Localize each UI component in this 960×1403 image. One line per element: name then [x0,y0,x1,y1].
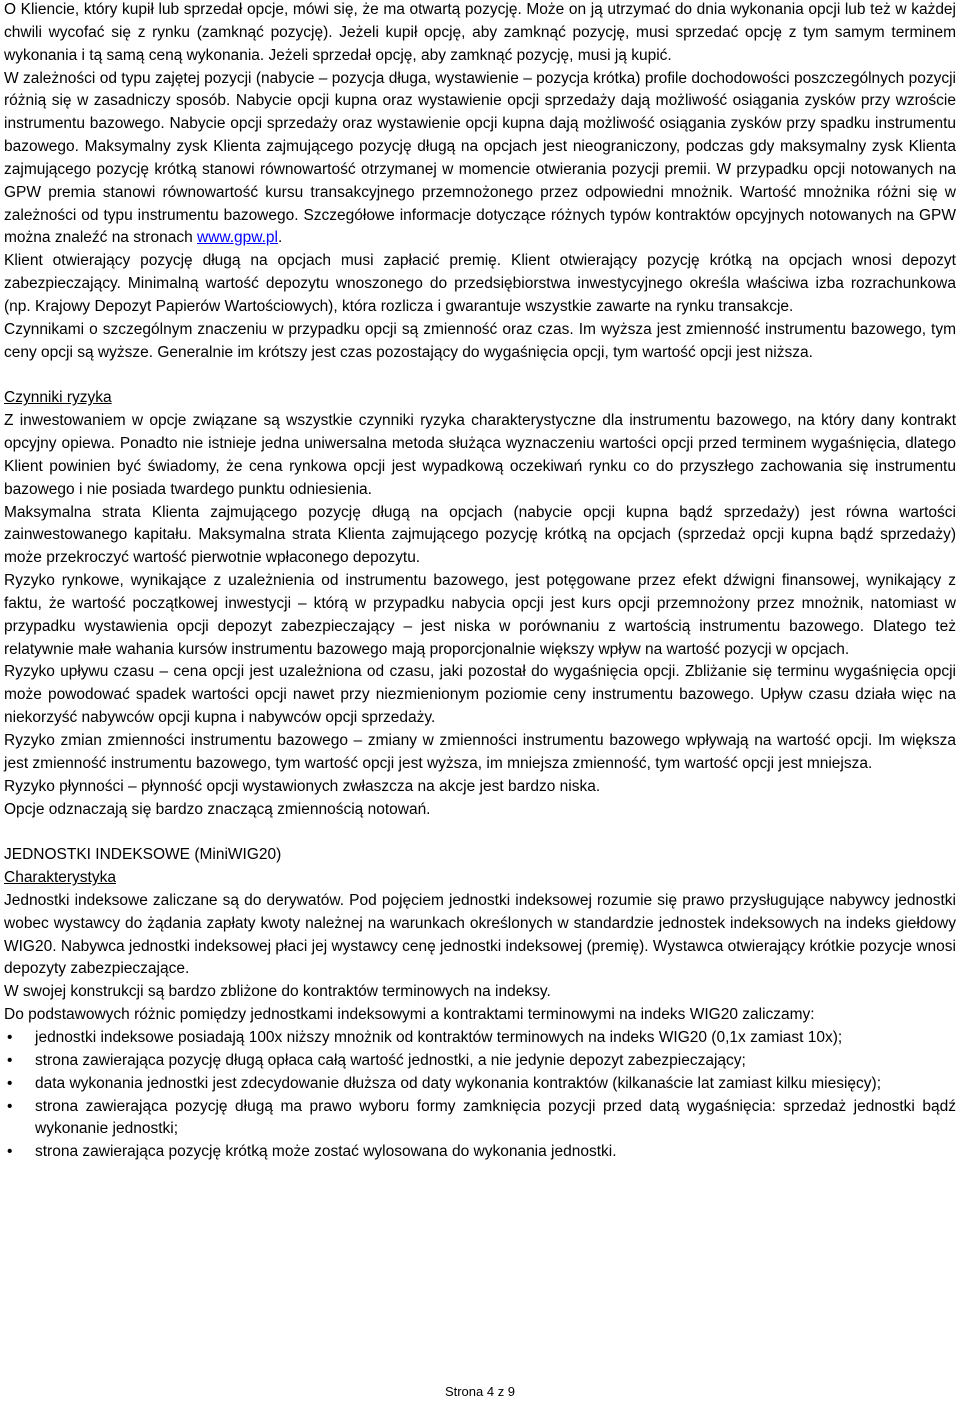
paragraph-risk-time-decay: Ryzyko upływu czasu – cena opcji jest uzależniona od czasu, jaki pozostał do wygaśnięcia opcji. Zbliżanie się terminu wygaśnięcia opcji może powodować spadek wartości opcji nawet przy niezmienionym poziomie ceny instrumentu bazowego. Upływ czasu działa więc na niekorzyść nabywców opcji kupna i nabywców opcji sprzedaży. [4,663,956,727]
paragraph-profit-profiles-text: W zależności od typu zajętej pozycji (nabycie – pozycja długa, wystawienie – pozycja krótka) profile dochodowości poszczególnych pozycji różnią się w zasadniczy sposób. Nabycie opcji kupna oraz wystawienie opcji sprzedaży dają możliwość osiągania zysków przy wzroście instrumentu bazowego. Nabycie opcji sprzedaży oraz wystawienie opcji kupna dają możliwość osiągania zysków przy spadku instrumentu bazowego. Maksymalny zysk Klienta zajmującego pozycję długą na opcjach jest nieograniczony, podczas gdy maksymalny zysk Klienta zajmującego pozycję krótką stanowi równowartość otrzymanej w momencie otwierania pozycji premii. W przypadku opcji notowanych na GPW premia stanowi równowartość kursu transakcyjnego przemnożonego przez odpowiedni mnożnik. Wartość mnożnika różni się w zależności od typu instrumentu bazowego. Szczegółowe informacje dotyczące różnych typów kontraktów opcyjnych notowanych na GPW można znaleźć na stronach [4,69,956,247]
list-item-text: strona zawierająca pozycję krótką może zostać wylosowana do wykonania jednostki. [35,1143,617,1161]
list-item [4,1096,956,1142]
blank-line [4,821,956,844]
document-body [4,0,956,1164]
list-item [4,1141,956,1164]
paragraph-profit-profiles [4,68,956,251]
bullet-icon: • [7,1028,13,1046]
list-item [4,1050,956,1073]
differences-list [4,1027,956,1164]
gpw-website-link[interactable]: www.gpw.pl [197,229,278,247]
page-number-footer: Strona 4 z 9 [444,1384,516,1399]
paragraph-profit-profiles-end: . [277,229,283,247]
list-item-text: strona zawierająca pozycję długą opłaca całą wartość jednostki, a nie jedynie depozyt zabezpieczający; [35,1051,746,1069]
risk-factors-heading: Czynniki ryzyka [4,389,112,407]
list-item-text: strona zawierająca pozycję długą ma prawo wyboru formy zamknięcia pozycji przed datą wygaśnięcia: sprzedaż jednostki bądź wykonanie jednostki; [35,1097,956,1138]
list-item-text: data wykonania jednostki jest zdecydowanie dłuższa od daty wykonania kontraktów (kilkanaście lat zamiast kilku miesięcy); [35,1074,882,1092]
index-units-title: JEDNOSTKI INDEKSOWE (MiniWIG20) [4,846,282,864]
list-item [4,1027,956,1050]
bullet-icon: • [7,1074,13,1092]
paragraph-index-units-construction: W swojej konstrukcji są bardzo zbliżone do kontraktów terminowych na indeksy. [4,983,551,1001]
paragraph-risk-max-loss: Maksymalna strata Klienta zajmującego pozycję długą na opcjach (nabycie opcji kupna bądź sprzedaży) jest równa wartości zainwestowanego kapitału. Maksymalna strata Klienta zajmującego pozycję krótką na opcjach (sprzedaż opcji kupna bądź sprzedaży) może przekroczyć wartość pierwotnie wpłaconego depozytu. [4,503,956,567]
paragraph-volatility-time: Czynnikami o szczególnym znaczeniu w przypadku opcji są zmienność oraz czas. Im wyższa jest zmienność instrumentu bazowego, tym ceny opcji są wyższe. Generalnie im krótszy jest czas pozostający do wygaśnięcia opcji, tym wartość opcji jest niższa. [4,320,956,361]
bullet-icon: • [7,1097,13,1115]
paragraph-index-units-definition: Jednostki indeksowe zaliczane są do derywatów. Pod pojęciem jednostki indeksowej rozumie się prawo przysługujące nabywcy jednostki wobec wystawcy do żądania zapłaty kwoty należnej na warunkach określonych w standardzie jednostek indeksowych na indeks giełdowy WIG20. Nabywca jednostki indeksowej płaci jej wystawcy cenę jednostki indeksowej (premię). Wystawca otwierający krótkie pozycje wnosi depozyty zabezpieczające. [4,891,956,978]
bullet-icon: • [7,1143,13,1161]
blank-line [4,365,956,388]
paragraph-risk-price-volatility: Opcje odznaczają się bardzo znaczącą zmiennością notowań. [4,800,431,818]
paragraph-risk-volatility: Ryzyko zmian zmienności instrumentu bazowego – zmiany w zmienności instrumentu bazowego wpływają na wartość opcji. Im większa jest zmienność instrumentu bazowego, tym wartość opcji jest wyższa, im mniejsza zmienność, tym wartość opcji jest mniejsza. [4,732,956,772]
list-item-text: jednostki indeksowe posiadają 100x niższy mnożnik od kontraktów terminowych na indeks WIG20 (0,1x zamiast 10x); [35,1028,843,1046]
characteristics-heading: Charakterystyka [4,869,116,887]
paragraph-risk-general: Z inwestowaniem w opcje związane są wszystkie czynniki ryzyka charakterystyczne dla instrumentu bazowego, na który dany kontrakt opcyjny opiewa. Ponadto nie istnieje jedna uniwersalna metoda służąca wyznaczeniu wartości opcji przed terminem wygaśnięcia, dlatego Klient powinien być świadomy, że cena rynkowa opcji jest wypadkową oczekiwań rynku co do przyszłego zachowania się instrumentu bazowego i nie posiada twardego punktu odniesienia. [4,412,956,498]
bullet-icon: • [7,1051,13,1069]
list-item [4,1073,956,1096]
paragraph-open-position: O Kliencie, który kupił lub sprzedał opcje, mówi się, że ma otwartą pozycję. Może on ją utrzymać do dnia wykonania opcji lub też w każdej chwili wycofać się z rynku (zamknąć pozycję). Jeżeli kupił opcję, aby zamknąć pozycję, musi sprzedać opcję z tym samym terminem wykonania i tą samą ceną wykonania. Jeżeli sprzedał opcję, aby zamknąć pozycję, musi ją kupić. [4,1,956,64]
paragraph-risk-market: Ryzyko rynkowe, wynikające z uzależnienia od instrumentu bazowego, jest potęgowane przez efekt dźwigni finansowej, wynikający z faktu, że wartość początkowej inwestycji – którą w przypadku nabycia opcji jest kurs opcji przemnożony przez mnożnik, natomiast w przypadku wystawienia opcji depozyt zabezpieczający – jest niska w porównaniu z wartością instrumentu bazowego. Dlatego też relatywnie małe wahania kursów instrumentu bazowego mają proporcjonalnie większy wpływ na wartość pozycji w opcjach. [4,572,956,658]
paragraph-premium-deposit: Klient otwierający pozycję długą na opcjach musi zapłacić premię. Klient otwierający pozycję krótką na opcjach wnosi depozyt zabezpieczający. Minimalną wartość depozytu wnoszonego do przedsiębiorstwa inwestycyjnego określa właściwa izba rozrachunkowa (np. Krajowy Depozyt Papierów Wartościowych), która rozlicza i gwarantuje wszystkie zawarte na rynku transakcje. [4,252,956,315]
paragraph-risk-liquidity: Ryzyko płynności – płynność opcji wystawionych zwłaszcza na akcje jest bardzo niska. [4,777,601,795]
paragraph-index-units-differences-intro: Do podstawowych różnic pomiędzy jednostkami indeksowymi a kontraktami terminowymi na indeks WIG20 zaliczamy: [4,1006,815,1024]
